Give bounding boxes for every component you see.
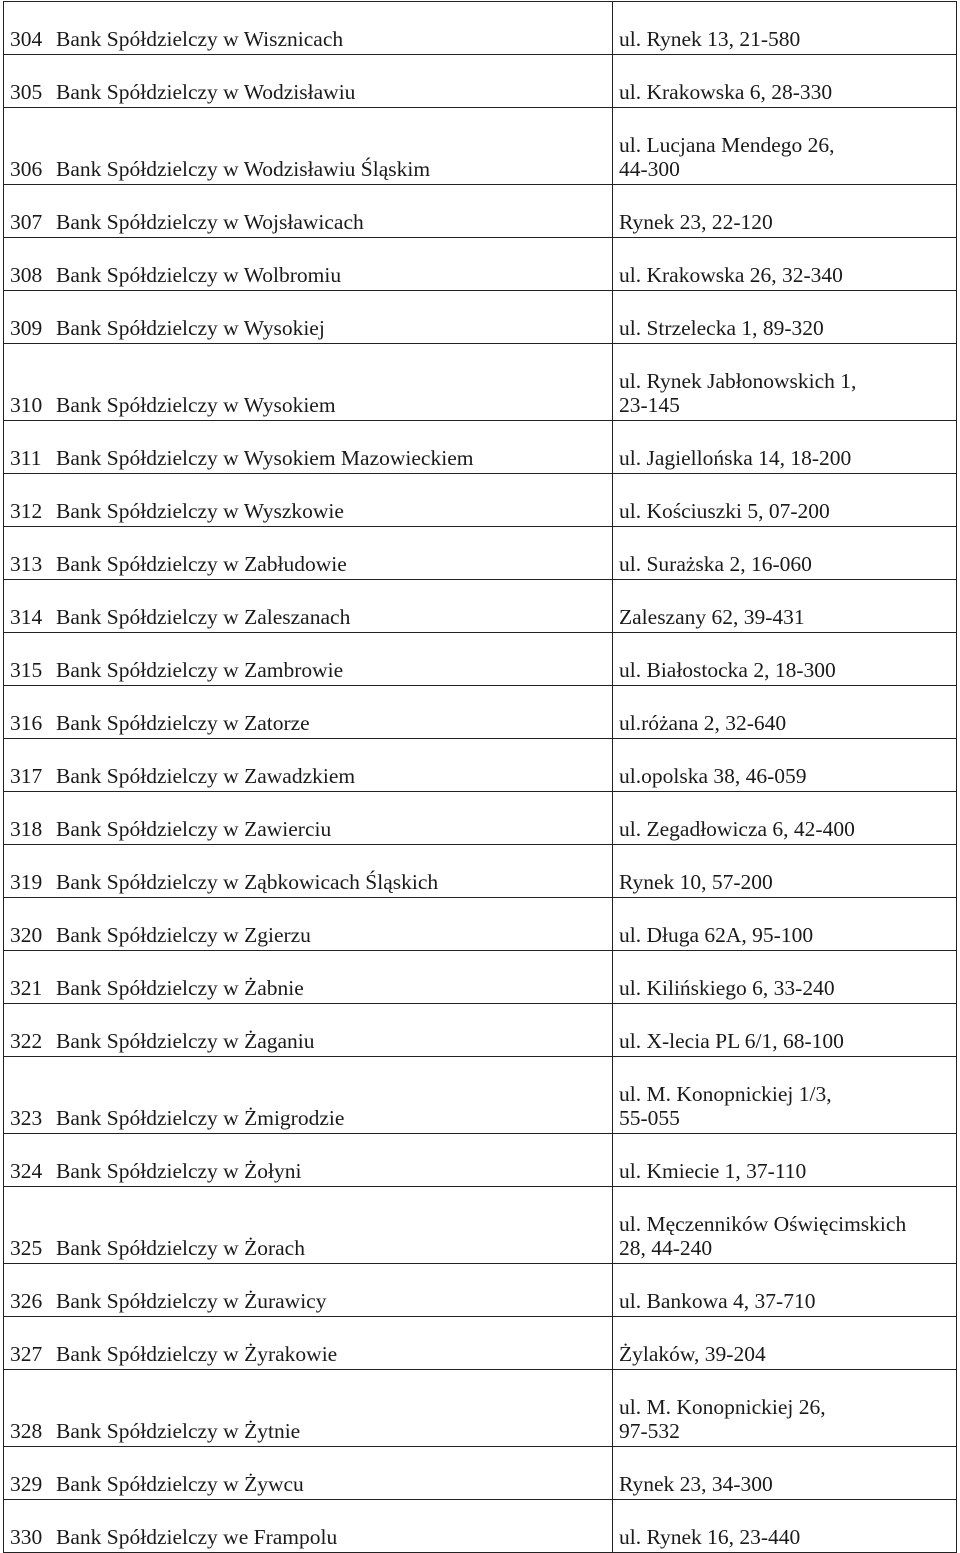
table-row bbox=[4, 845, 957, 898]
bank-address: ul. Rynek 16, 23-440 bbox=[613, 1500, 957, 1553]
bank-address: ul. Krakowska 26, 32-340 bbox=[613, 238, 957, 291]
bank-cell bbox=[4, 238, 613, 291]
row-number: 305 bbox=[10, 80, 43, 104]
row-number: 329 bbox=[10, 1472, 43, 1496]
bank-name: Bank Spółdzielczy w Wysokiem bbox=[56, 393, 336, 417]
bank-address: Zaleszany 62, 39-431 bbox=[613, 580, 957, 633]
table-row bbox=[4, 1004, 957, 1057]
bank-cell bbox=[4, 474, 613, 527]
table-row bbox=[4, 185, 957, 238]
bank-cell bbox=[4, 1004, 613, 1057]
table-row bbox=[4, 291, 957, 344]
bank-address: ul. Kilińskiego 6, 33-240 bbox=[613, 951, 957, 1004]
table-row bbox=[4, 474, 957, 527]
bank-cell bbox=[4, 1264, 613, 1317]
bank-name: Bank Spółdzielczy w Wisznicach bbox=[56, 27, 344, 51]
bank-name: Bank Spółdzielczy we Frampolu bbox=[56, 1525, 338, 1549]
bank-cell bbox=[4, 1370, 613, 1447]
table-row bbox=[4, 633, 957, 686]
bank-address: ul. Kmiecie 1, 37-110 bbox=[613, 1134, 957, 1187]
bank-cell bbox=[4, 527, 613, 580]
row-number: 327 bbox=[10, 1342, 43, 1366]
table-row bbox=[4, 951, 957, 1004]
bank-address: ul. Jagiellońska 14, 18-200 bbox=[613, 421, 957, 474]
bank-name: Bank Spółdzielczy w Żyrakowie bbox=[56, 1342, 338, 1366]
bank-address: Żylaków, 39-204 bbox=[613, 1317, 957, 1370]
row-number: 311 bbox=[10, 446, 42, 470]
bank-list-table bbox=[3, 1, 957, 1553]
bank-name: Bank Spółdzielczy w Żmigrodzie bbox=[56, 1106, 345, 1130]
row-number: 318 bbox=[10, 817, 43, 841]
row-number: 307 bbox=[10, 210, 43, 234]
row-number: 304 bbox=[10, 27, 43, 51]
bank-cell bbox=[4, 1500, 613, 1553]
table-row bbox=[4, 238, 957, 291]
row-number: 308 bbox=[10, 263, 43, 287]
bank-name: Bank Spółdzielczy w Żabnie bbox=[56, 976, 304, 1000]
bank-name: Bank Spółdzielczy w Zawierciu bbox=[56, 817, 332, 841]
bank-cell bbox=[4, 2, 613, 55]
row-number: 323 bbox=[10, 1106, 43, 1130]
bank-name: Bank Spółdzielczy w Zgierzu bbox=[56, 923, 311, 947]
bank-name: Bank Spółdzielczy w Zatorze bbox=[56, 711, 310, 735]
table-row bbox=[4, 1057, 957, 1134]
bank-cell bbox=[4, 1187, 613, 1264]
bank-name: Bank Spółdzielczy w Wolbromiu bbox=[56, 263, 342, 287]
table-row bbox=[4, 108, 957, 185]
bank-address: ul. Długa 62A, 95-100 bbox=[613, 898, 957, 951]
bank-name: Bank Spółdzielczy w Zawadzkiem bbox=[56, 764, 356, 788]
bank-address: ul. Białostocka 2, 18-300 bbox=[613, 633, 957, 686]
bank-cell bbox=[4, 951, 613, 1004]
table-row bbox=[4, 1134, 957, 1187]
table-row bbox=[4, 1264, 957, 1317]
bank-cell bbox=[4, 898, 613, 951]
bank-cell bbox=[4, 108, 613, 185]
bank-name: Bank Spółdzielczy w Ząbkowicach Śląskich bbox=[56, 870, 439, 894]
bank-address: ul. M. Konopnickiej 1/3, 55-055 bbox=[613, 1057, 957, 1134]
bank-cell bbox=[4, 739, 613, 792]
bank-name: Bank Spółdzielczy w Żywcu bbox=[56, 1472, 304, 1496]
bank-name: Bank Spółdzielczy w Wodzisławiu bbox=[56, 80, 356, 104]
bank-address: ul. Bankowa 4, 37-710 bbox=[613, 1264, 957, 1317]
bank-address: ul. Krakowska 6, 28-330 bbox=[613, 55, 957, 108]
bank-cell bbox=[4, 185, 613, 238]
bank-name: Bank Spółdzielczy w Wysokiem Mazowieckiem bbox=[56, 446, 474, 470]
row-number: 319 bbox=[10, 870, 43, 894]
table-row bbox=[4, 739, 957, 792]
table-row bbox=[4, 792, 957, 845]
row-number: 314 bbox=[10, 605, 43, 629]
row-number: 326 bbox=[10, 1289, 43, 1313]
table-row bbox=[4, 344, 957, 421]
bank-cell bbox=[4, 1447, 613, 1500]
bank-name: Bank Spółdzielczy w Zambrowie bbox=[56, 658, 344, 682]
bank-name: Bank Spółdzielczy w Wodzisławiu Śląskim bbox=[56, 157, 431, 181]
table-row bbox=[4, 580, 957, 633]
bank-address: ul. M. Konopnickiej 26, 97-532 bbox=[613, 1370, 957, 1447]
bank-address: Rynek 23, 34-300 bbox=[613, 1447, 957, 1500]
row-number: 310 bbox=[10, 393, 43, 417]
bank-cell bbox=[4, 1317, 613, 1370]
bank-address: ul. Rynek 13, 21-580 bbox=[613, 2, 957, 55]
bank-cell bbox=[4, 291, 613, 344]
bank-address: Rynek 10, 57-200 bbox=[613, 845, 957, 898]
row-number: 316 bbox=[10, 711, 43, 735]
bank-address: ul. X-lecia PL 6/1, 68-100 bbox=[613, 1004, 957, 1057]
row-number: 322 bbox=[10, 1029, 43, 1053]
bank-address: ul. Surażska 2, 16-060 bbox=[613, 527, 957, 580]
bank-cell bbox=[4, 686, 613, 739]
bank-cell bbox=[4, 792, 613, 845]
bank-address: ul.różana 2, 32-640 bbox=[613, 686, 957, 739]
bank-address: ul. Męczenników Oświęcimskich 28, 44-240 bbox=[613, 1187, 957, 1264]
bank-address: ul. Lucjana Mendego 26, 44-300 bbox=[613, 108, 957, 185]
bank-name: Bank Spółdzielczy w Żaganiu bbox=[56, 1029, 315, 1053]
bank-cell bbox=[4, 633, 613, 686]
table-row bbox=[4, 1317, 957, 1370]
bank-list-body bbox=[4, 2, 957, 1553]
bank-name: Bank Spółdzielczy w Żołyni bbox=[56, 1159, 302, 1183]
row-number: 330 bbox=[10, 1525, 43, 1549]
row-number: 320 bbox=[10, 923, 43, 947]
table-row bbox=[4, 527, 957, 580]
table-row bbox=[4, 898, 957, 951]
row-number: 321 bbox=[10, 976, 43, 1000]
table-row bbox=[4, 55, 957, 108]
row-number: 328 bbox=[10, 1419, 43, 1443]
bank-name: Bank Spółdzielczy w Wojsławicach bbox=[56, 210, 364, 234]
bank-cell bbox=[4, 421, 613, 474]
bank-name: Bank Spółdzielczy w Zabłudowie bbox=[56, 552, 347, 576]
row-number: 313 bbox=[10, 552, 43, 576]
row-number: 312 bbox=[10, 499, 43, 523]
row-number: 315 bbox=[10, 658, 43, 682]
row-number: 309 bbox=[10, 316, 43, 340]
table-row bbox=[4, 1370, 957, 1447]
table-row bbox=[4, 1447, 957, 1500]
bank-address: ul. Rynek Jabłonowskich 1, 23-145 bbox=[613, 344, 957, 421]
table-row bbox=[4, 421, 957, 474]
bank-name: Bank Spółdzielczy w Żurawicy bbox=[56, 1289, 327, 1313]
bank-name: Bank Spółdzielczy w Żytnie bbox=[56, 1419, 301, 1443]
table-row bbox=[4, 686, 957, 739]
row-number: 306 bbox=[10, 157, 43, 181]
bank-name: Bank Spółdzielczy w Zaleszanach bbox=[56, 605, 351, 629]
bank-address: ul. Kościuszki 5, 07-200 bbox=[613, 474, 957, 527]
bank-cell bbox=[4, 1057, 613, 1134]
table-row bbox=[4, 1500, 957, 1553]
bank-address: Rynek 23, 22-120 bbox=[613, 185, 957, 238]
bank-address: ul. Strzelecka 1, 89-320 bbox=[613, 291, 957, 344]
bank-name: Bank Spółdzielczy w Żorach bbox=[56, 1236, 305, 1260]
bank-cell bbox=[4, 845, 613, 898]
bank-name: Bank Spółdzielczy w Wysokiej bbox=[56, 316, 325, 340]
table-row bbox=[4, 1187, 957, 1264]
table-row bbox=[4, 2, 957, 55]
bank-cell bbox=[4, 1134, 613, 1187]
bank-cell bbox=[4, 55, 613, 108]
row-number: 317 bbox=[10, 764, 43, 788]
row-number: 324 bbox=[10, 1159, 43, 1183]
bank-name: Bank Spółdzielczy w Wyszkowie bbox=[56, 499, 344, 523]
row-number: 325 bbox=[10, 1236, 43, 1260]
bank-cell bbox=[4, 344, 613, 421]
bank-cell bbox=[4, 580, 613, 633]
bank-address: ul. Zegadłowicza 6, 42-400 bbox=[613, 792, 957, 845]
bank-address: ul.opolska 38, 46-059 bbox=[613, 739, 957, 792]
